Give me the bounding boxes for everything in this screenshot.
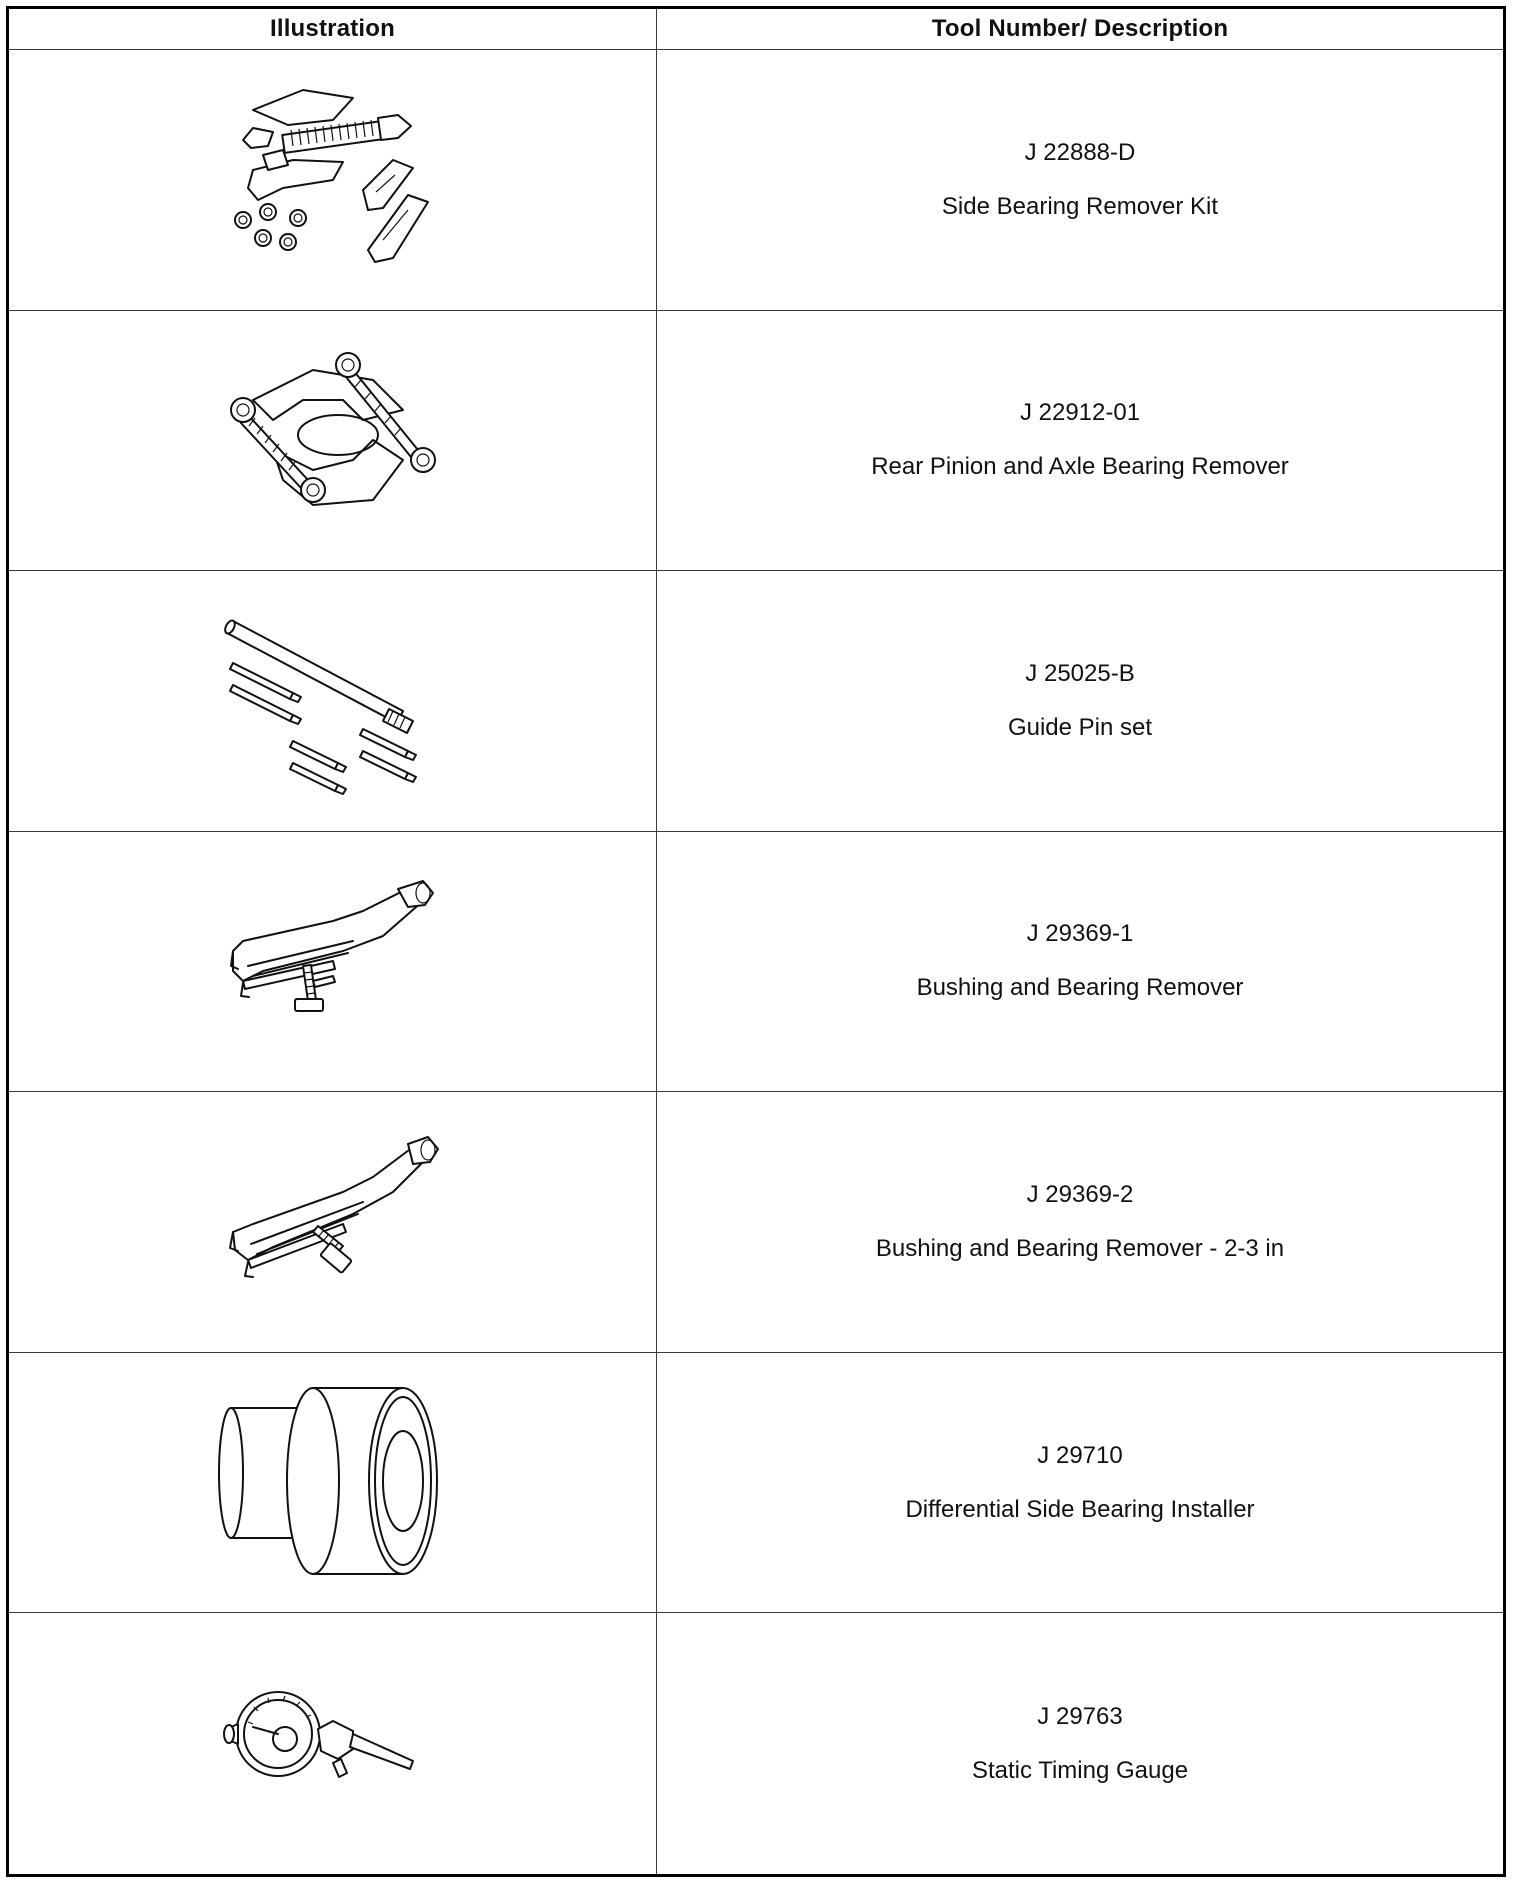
header-illustration: Illustration: [9, 9, 657, 50]
tool-number: J 22888-D: [1024, 138, 1136, 166]
tool-description: Bushing and Bearing Remover: [916, 974, 1244, 1002]
side-bearing-installer-illustration: [213, 1378, 453, 1588]
tool-description-cell: [657, 571, 1503, 832]
tool-number: J 22912-01: [1019, 399, 1141, 427]
tool-table: [6, 6, 1506, 1877]
tool-number: J 29369-2: [1026, 1181, 1134, 1209]
tool-description: Bushing and Bearing Remover - 2-3 in: [875, 1235, 1285, 1263]
tool-description-cell: [657, 50, 1503, 311]
side-bearing-remover-kit-illustration: [213, 80, 453, 280]
illustration-cell: [9, 832, 657, 1093]
tool-description: Differential Side Bearing Installer: [905, 1495, 1255, 1523]
illustration-cell: [9, 1092, 657, 1353]
illustration-cell: [9, 50, 657, 311]
tool-description-cell: [657, 311, 1503, 572]
bushing-bearing-remover-2-3-illustration: [213, 1132, 453, 1312]
tool-description: Static Timing Gauge: [971, 1756, 1189, 1784]
tool-description-cell: [657, 1613, 1503, 1874]
illustration-cell: [9, 571, 657, 832]
illustration-cell: [9, 1353, 657, 1614]
tool-description-cell: [657, 1353, 1503, 1614]
tool-description: Rear Pinion and Axle Bearing Remover: [871, 453, 1289, 481]
guide-pin-set-illustration: [213, 601, 453, 801]
tool-description-cell: [657, 832, 1503, 1093]
bushing-bearing-remover-illustration: [213, 871, 453, 1051]
illustration-cell: [9, 311, 657, 572]
tool-description-cell: [657, 1092, 1503, 1353]
tool-number: J 29710: [1037, 1441, 1123, 1469]
tool-number: J 29369-1: [1026, 920, 1134, 948]
header-tool-number-description: Tool Number/ Description: [657, 9, 1503, 50]
tool-description: Guide Pin set: [1007, 713, 1153, 741]
tool-number: J 25025-B: [1025, 659, 1135, 687]
static-timing-gauge-illustration: [213, 1669, 453, 1819]
tool-number: J 29763: [1037, 1702, 1123, 1730]
pinion-bearing-remover-illustration: [203, 340, 463, 540]
illustration-cell: [9, 1613, 657, 1874]
tool-description: Side Bearing Remover Kit: [941, 192, 1219, 220]
